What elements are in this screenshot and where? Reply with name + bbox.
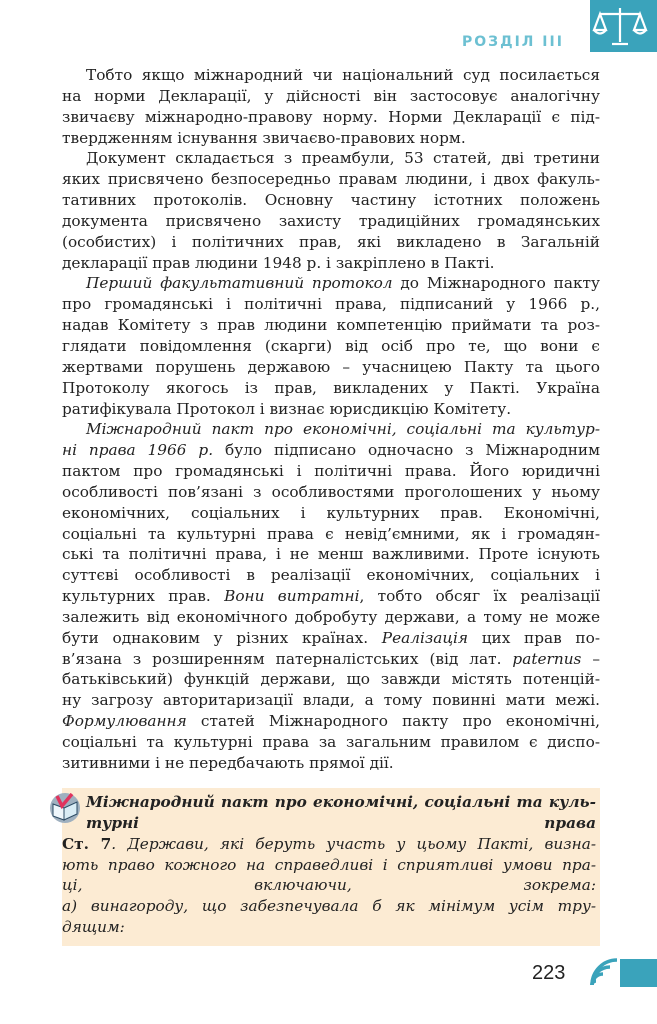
scales-icon	[592, 4, 652, 48]
text-segment: суттєві особливості в реалізації економічних, соціальних і	[62, 566, 600, 585]
text-line	[62, 357, 600, 378]
text-line	[62, 649, 600, 670]
quote-line: ці, включаючи, зокрема:	[62, 876, 596, 895]
text-segment: , тобто обсяг їх реалізації	[359, 587, 601, 606]
text-segment: про громадянські і політичні права, підписаний у 1966 р.,	[62, 295, 600, 314]
text-line	[62, 565, 600, 586]
quote-title-line: Міжнародний пакт про економічні, соціальні та куль-	[86, 793, 596, 811]
text-segment: батьківський) функцій держави, що завжди містять потенцій-	[62, 670, 600, 689]
text-segment: яких присвячено безпосередньо правам людини, і двох факуль-	[62, 170, 600, 189]
text-segment: до Міжнародного пакту	[392, 274, 601, 293]
text-line	[62, 669, 600, 690]
text-line	[62, 107, 600, 128]
italic-term: Реалізація	[381, 628, 469, 647]
text-segment: на норми Декларації, у дійсності він застосовує аналогічну	[62, 86, 600, 105]
text-line	[62, 253, 600, 274]
quote-line	[62, 835, 596, 856]
italic-term: ні права 1966 р.	[62, 441, 214, 460]
italic-term: paternus	[512, 649, 582, 668]
text-segment: документа присвячено захисту традиційних громадянських	[62, 211, 600, 230]
text-segment: статей Міжнародного пакту про економічні,	[186, 712, 600, 731]
text-segment: глядати повідомлення (скарги) від осіб про те, що вони є	[62, 336, 600, 355]
text-line	[62, 544, 600, 565]
quote-box	[62, 788, 600, 946]
text-line	[62, 628, 600, 649]
text-line	[62, 190, 600, 211]
text-line	[62, 461, 600, 482]
text-segment: звичаєву міжнародно-правову норму. Норми Декларації є під-	[62, 107, 600, 126]
text-segment: ські та політичні права, і не менш важливими. Проте існують	[62, 545, 600, 564]
text-segment: бути однаковим у різних країнах.	[62, 628, 382, 647]
text-line	[62, 211, 600, 232]
text-line	[62, 128, 600, 149]
text-segment: особливості пов’язані з особливостями проголошених у ньому	[62, 482, 600, 501]
quote-line: ють право кожного на справедливі і сприятливі умови пра-	[62, 855, 596, 874]
italic-term: Перший факультативний протокол	[86, 274, 393, 293]
text-segment: Протоколу якогось із прав, викладених у Пакті. Україна	[62, 378, 600, 397]
text-line	[62, 336, 600, 357]
text-segment: в’язана з розширенням патерналістських (від лат.	[62, 649, 513, 668]
text-segment: було підписано одночасно з Міжнародним	[213, 441, 600, 460]
text-segment: жертвами порушень державою – учасницею Пакту та цього	[62, 357, 600, 376]
text-segment: декларації прав людини 1948 р. і закріплено в Пакті.	[62, 253, 495, 272]
quote-text: . Держави, які беруть участь у цьому Пакті, визна-	[111, 834, 596, 853]
text-line	[62, 732, 600, 753]
text-line	[62, 294, 600, 315]
text-line	[62, 399, 600, 420]
text-line	[62, 148, 600, 169]
text-segment: тативних протоколів. Основну частину істотних положень	[62, 191, 600, 210]
chapter-corner-tab	[590, 0, 657, 52]
text-segment: ну загрозу авторитаризації влади, а тому повинні мати межі.	[62, 691, 600, 710]
text-segment: Тобто якщо міжнародний чи національний суд посилається	[86, 66, 600, 84]
text-line	[62, 419, 600, 440]
text-segment: соціальні та культурні права є невід’ємними, як і громадян-	[62, 524, 600, 543]
text-segment: залежить від економічного добробуту держави, а тому не може	[62, 607, 600, 626]
text-segment: зитивними і не передбачають прямої дії.	[62, 753, 394, 772]
text-line	[62, 378, 600, 399]
book-icon	[48, 792, 82, 824]
article-label: Ст. 7	[62, 834, 112, 853]
text-segment: надав Комітету з прав людини компетенцію приймати та роз-	[62, 316, 600, 335]
text-line	[62, 232, 600, 253]
italic-term: Вони витратні	[224, 587, 360, 606]
text-line	[62, 273, 600, 294]
text-line	[62, 607, 600, 628]
text-line	[62, 711, 600, 732]
text-line	[62, 65, 600, 86]
quote-line: а) винагороду, що забезпечувала б як мінімум усім тру-	[62, 897, 596, 916]
text-segment: пактом про громадянські і політичні права. Його юридичні	[62, 462, 600, 481]
text-segment: –	[581, 649, 601, 668]
quote-line: дящим:	[62, 918, 125, 937]
body-text	[62, 65, 600, 774]
quote-title-line: турні права	[86, 813, 596, 832]
italic-term: Формулювання	[62, 712, 187, 731]
text-line	[62, 440, 600, 461]
text-line	[62, 503, 600, 524]
page-number: 223	[532, 962, 566, 984]
text-line	[62, 482, 600, 503]
text-line	[62, 690, 600, 711]
text-segment: культурних прав.	[62, 587, 225, 606]
text-line	[62, 753, 600, 774]
text-line	[62, 315, 600, 336]
text-line	[62, 169, 600, 190]
text-segment: (особистих) і політичних прав, які викладено в Загальній	[62, 232, 600, 251]
section-label: РОЗДІЛ ІІІ	[462, 34, 564, 50]
text-segment: Документ складається з преамбули, 53 статей, дві третини	[86, 149, 600, 168]
text-segment: твердженням існування звичаєво-правових норм.	[62, 128, 466, 147]
text-segment: соціальні та культурні права за загальним правилом є диспо-	[62, 733, 600, 751]
italic-term: Міжнародний пакт про економічні, соціальні та культур-	[86, 420, 600, 439]
page-corner-decoration	[590, 957, 657, 987]
text-segment: цих прав по-	[468, 628, 600, 647]
text-line	[62, 86, 600, 107]
text-line	[62, 586, 600, 607]
text-segment: ратифікувала Протокол і визнає юрисдикцію Комітету.	[62, 399, 512, 418]
text-segment: економічних, соціальних і культурних прав. Економічні,	[62, 503, 600, 522]
text-line	[62, 524, 600, 545]
